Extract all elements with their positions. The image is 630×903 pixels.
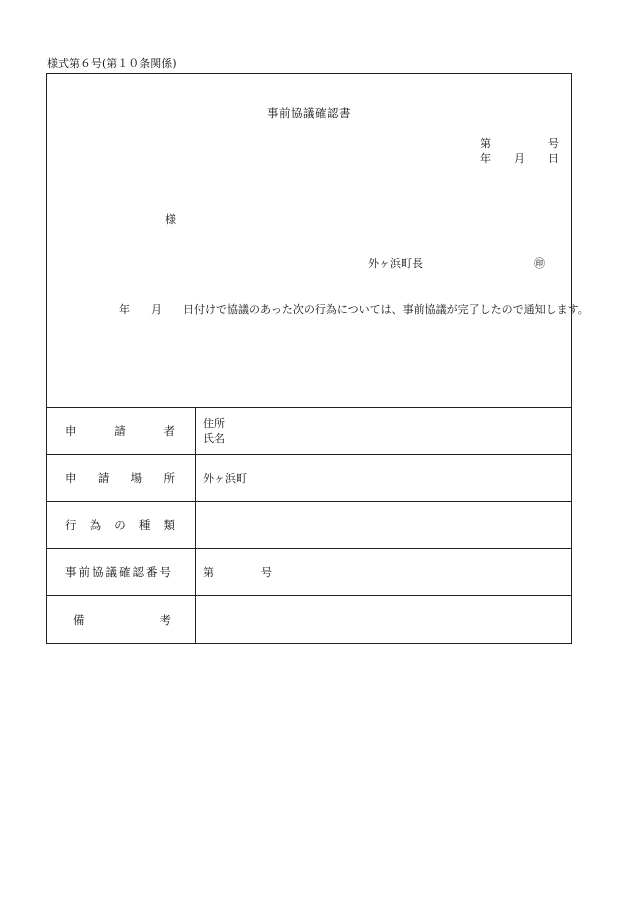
label-activity-type [65, 517, 175, 533]
body-month-label: 月 [150, 303, 162, 316]
label-char: 所 [163, 471, 175, 485]
confirmation-number-value-cell [203, 549, 571, 595]
seal-mark: ㊞ [534, 257, 545, 270]
label-char: 請 [97, 471, 110, 485]
label-char: 種 [138, 518, 151, 532]
form-number: 様式第６号(第１０条関係) [47, 57, 177, 70]
label-char: 申 [65, 471, 77, 485]
issuer-title: 外ヶ浜町長 [368, 257, 423, 270]
applicant-value-cell [203, 408, 571, 454]
date-month-label: 月 [514, 152, 525, 165]
label-char: 前 [78, 565, 90, 579]
row-label-cell [47, 502, 196, 548]
label-char: 者 [163, 424, 175, 438]
label-char: 請 [114, 424, 126, 438]
row-label-cell [47, 408, 196, 454]
address-label: 住所 [203, 417, 225, 430]
table-row-location [47, 454, 571, 501]
table-row-remarks [47, 595, 571, 643]
table-row-confirmation-number [47, 548, 571, 595]
label-char: 番 [146, 565, 158, 579]
label-char: 行 [65, 518, 77, 532]
confirmation-go: 号 [261, 566, 272, 579]
label-location [65, 470, 175, 486]
location-value: 外ヶ浜町 [203, 472, 247, 485]
date-year-label: 年 [480, 152, 491, 165]
row-label-cell [47, 596, 196, 643]
label-char: 議 [105, 565, 117, 579]
label-char: 備 [73, 612, 85, 627]
row-label-cell [47, 549, 196, 595]
activity-type-value-cell [203, 502, 571, 548]
label-char: 事 [65, 565, 77, 579]
name-label: 氏名 [203, 432, 225, 445]
label-char: 場 [130, 471, 143, 485]
location-value-cell [203, 455, 571, 501]
label-char: 為 [89, 518, 102, 532]
document-title: 事前協議確認書 [267, 106, 351, 120]
label-confirmation-number [65, 564, 171, 580]
document-frame [46, 73, 589, 644]
body-year-label: 年 [119, 303, 130, 316]
confirmation-dai: 第 [203, 566, 214, 579]
row-label-cell [47, 455, 196, 501]
notice-section [47, 74, 589, 407]
details-table [47, 407, 571, 643]
table-row-activity-type [47, 501, 571, 548]
label-applicant [65, 423, 175, 439]
label-remarks [73, 612, 171, 628]
remarks-value-cell [203, 596, 571, 643]
label-char: の [114, 518, 126, 532]
addressee-suffix: 様 [165, 213, 176, 226]
label-char: 申 [65, 424, 77, 438]
table-row-applicant [47, 407, 571, 454]
label-char: 確 [119, 565, 131, 579]
label-char: 号 [159, 565, 171, 579]
number-go: 号 [548, 137, 559, 150]
notice-body [54, 301, 589, 318]
number-dai: 第 [480, 137, 491, 150]
label-char: 認 [132, 565, 144, 579]
body-text: 日付けで協議のあった次の行為については、事前協議が完了したので通知します。 [182, 303, 589, 316]
label-char: 協 [92, 565, 104, 579]
label-char: 類 [163, 518, 175, 532]
date-day-label: 日 [548, 152, 559, 165]
label-char: 考 [159, 612, 171, 627]
